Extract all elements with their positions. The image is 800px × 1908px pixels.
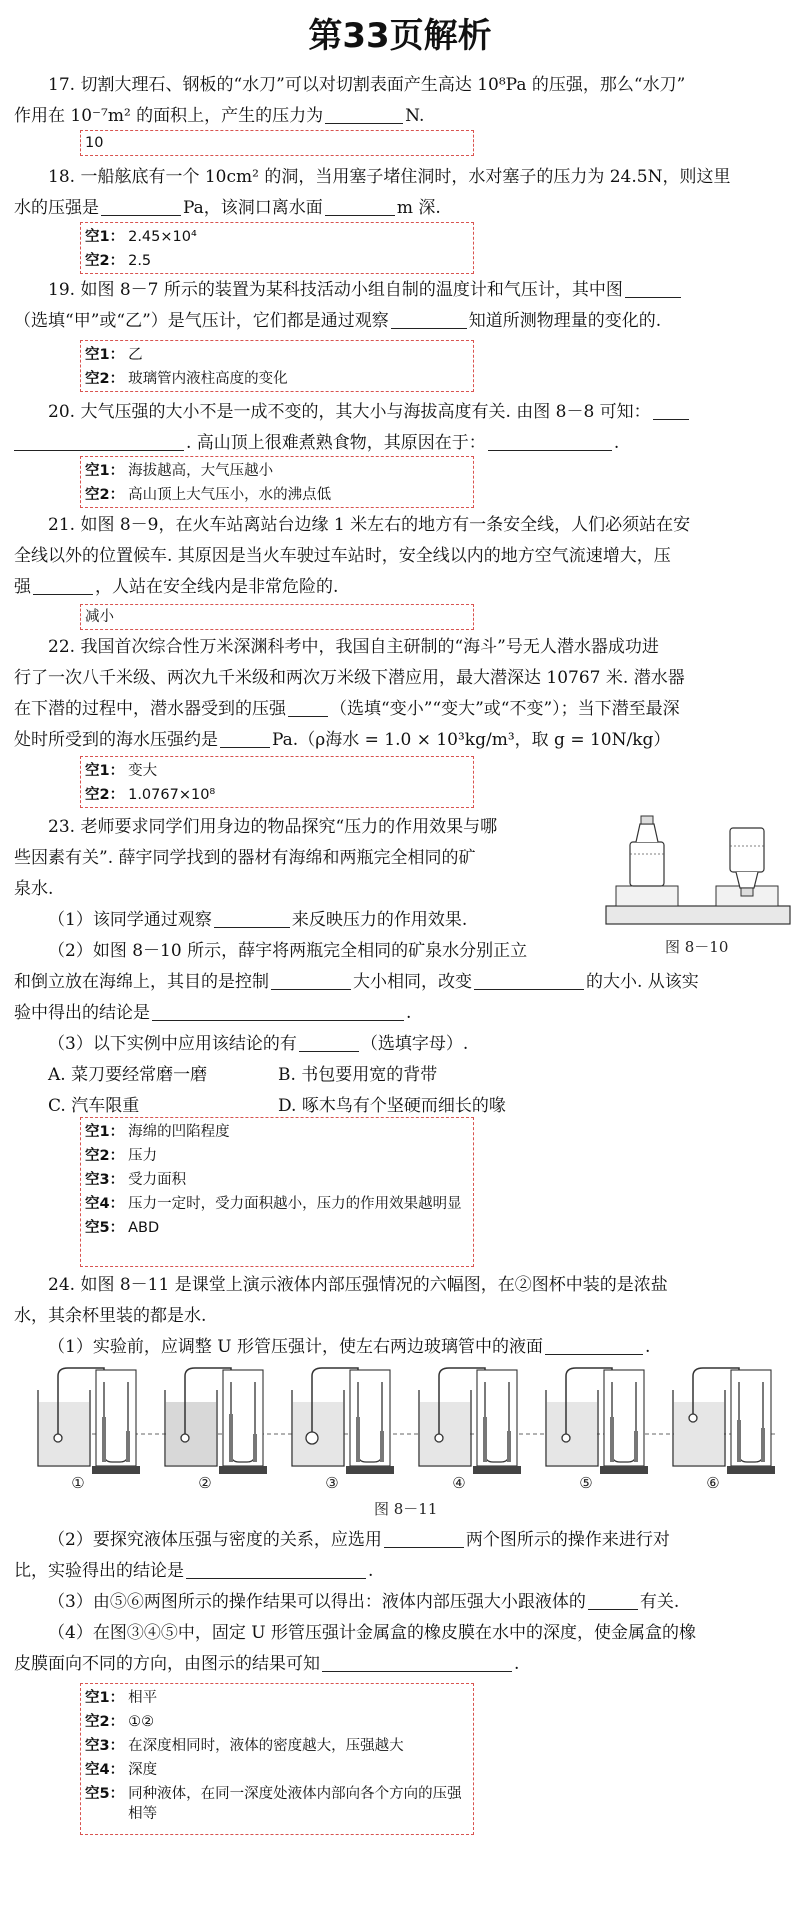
q23-answer-box bbox=[80, 1117, 474, 1267]
q17-unit: N. bbox=[405, 106, 425, 126]
u-tube-liquid-left bbox=[610, 1417, 614, 1462]
q20-label-1: 空1： bbox=[85, 463, 125, 479]
figure-8-10-caption: 图 8－10 bbox=[665, 938, 729, 956]
q21-line-2: 全线以外的位置候车. 其原因是当火车驶过车站时，安全线以内的地方空气流速增大，压 bbox=[14, 546, 671, 566]
q23-options bbox=[14, 1060, 784, 1122]
q20-text-a: 20. 大气压强的大小不是一成不变的，其大小与海拔高度有关. 由图 8－8 可知： bbox=[48, 402, 651, 422]
q18-text-c: Pa，该洞口离水面 bbox=[183, 198, 323, 218]
q23-answer-3: 受力面积 bbox=[128, 1172, 187, 1188]
q22-answer-box bbox=[80, 756, 474, 808]
q18-line-1: 18. 一船舷底有一个 10cm² 的洞，当用塞子堵住洞时，水对塞子的压力为 24.5N，则这里 bbox=[48, 167, 731, 187]
q20-answer-1: 海拔越高，大气压越小 bbox=[128, 463, 274, 479]
q23-line-1: 23. 老师要求同学们用身边的物品探究“压力的作用效果与哪 bbox=[48, 817, 498, 837]
q24-blank-3[interactable] bbox=[186, 1560, 366, 1579]
q19-answer-row-1 bbox=[85, 343, 469, 367]
q19-text-a: 19. 如图 8－7 所示的装置为某科技活动小组自制的温度计和气压计，其中图 bbox=[48, 280, 623, 300]
q24-answer-5: 同种液体，在同一深度处液体内部向各个方向的压强相等 bbox=[128, 1786, 462, 1822]
u-tube-liquid-left bbox=[229, 1414, 233, 1462]
q18-line-2 bbox=[14, 193, 784, 224]
q23-text-j: 验中得出的结论是 bbox=[14, 1003, 150, 1023]
q21-answer-box bbox=[80, 604, 474, 630]
q24-text-e: （2）要探究液体压强与密度的关系，应选用 bbox=[48, 1530, 382, 1550]
q23-answer-4: 压力一定时，受力面积越小，压力的作用效果越明显 bbox=[128, 1196, 462, 1212]
beaker-liquid bbox=[166, 1402, 216, 1465]
q23-option-b: B. 书包要用宽的背带 bbox=[278, 1065, 438, 1085]
q24-label-1: 空1： bbox=[85, 1690, 125, 1706]
question-20 bbox=[14, 397, 784, 459]
q19-answer-row-2 bbox=[85, 367, 469, 391]
table-base bbox=[606, 906, 790, 924]
q18-answer-row-2 bbox=[85, 249, 469, 273]
q21-line-1: 21. 如图 8－9，在火车站离站台边缘 1 米左右的地方有一条安全线，人们必须站在安 bbox=[48, 515, 691, 535]
q19-answer-box bbox=[80, 340, 474, 392]
q23-answer-row-4 bbox=[85, 1192, 469, 1216]
apparatus-4 bbox=[419, 1368, 521, 1492]
figure-label-6: ⑥ bbox=[706, 1474, 720, 1492]
q18-blank-1[interactable] bbox=[101, 197, 181, 216]
bottle-upright-neck bbox=[636, 824, 658, 842]
q19-label-1: 空1： bbox=[85, 347, 125, 363]
q18-label-1: 空1： bbox=[85, 229, 125, 245]
q22-text-f: Pa.（ρ海水 = 1.0 × 10³kg/m³，取 g = 10N/kg） bbox=[272, 730, 671, 750]
apparatus-1 bbox=[38, 1368, 140, 1492]
u-tube-liquid-right bbox=[253, 1434, 257, 1462]
metal-probe bbox=[435, 1434, 443, 1442]
q23-label-2: 空2： bbox=[85, 1148, 125, 1164]
q24-line-1: 24. 如图 8－11 是课堂上演示液体内部压强情况的六幅图，在②图杯中装的是浓盐 bbox=[48, 1275, 668, 1295]
u-tube-liquid-left bbox=[483, 1417, 487, 1462]
q19-text-c: 知道所测物理量的变化的. bbox=[468, 311, 662, 331]
q20-text-c: . bbox=[613, 433, 620, 453]
apparatus-2 bbox=[165, 1368, 267, 1492]
q18-answer-row-1 bbox=[85, 225, 469, 249]
q24-line-7: （4）在图③④⑤中，固定 U 形管压强计金属盒的橡皮膜在水中的深度，使金属盒的橡 bbox=[48, 1623, 696, 1643]
beaker-liquid bbox=[547, 1402, 597, 1465]
beaker-liquid bbox=[420, 1402, 470, 1465]
q23-option-a: A. 菜刀要经常磨一磨 bbox=[48, 1065, 208, 1085]
inverted-bottle-scene bbox=[716, 828, 778, 906]
q24-text-m: . bbox=[514, 1654, 520, 1674]
q20-answer-2: 高山顶上大气压小，水的沸点低 bbox=[128, 487, 332, 503]
manometer-base bbox=[727, 1466, 775, 1474]
q23-text-i: 的大小. 从该实 bbox=[586, 972, 699, 992]
q23-option-d: D. 啄木鸟有个坚硬而细长的喙 bbox=[278, 1096, 506, 1116]
u-tube-liquid-right bbox=[126, 1431, 130, 1462]
bottle-upright-cap bbox=[641, 816, 653, 824]
q24-text-h: . bbox=[368, 1561, 374, 1581]
q17-answer-row bbox=[85, 133, 469, 153]
q24-text-c: （1）实验前，应调整 U 形管压强计，使左右两边玻璃管中的液面 bbox=[48, 1337, 543, 1357]
q17-blank[interactable] bbox=[325, 105, 403, 124]
q24-text-j: 有关. bbox=[639, 1592, 680, 1612]
q17-text: 作用在 10⁻⁷m² 的面积上，产生的压力为 bbox=[14, 106, 324, 126]
sponge-left bbox=[616, 886, 678, 906]
q24-line-4 bbox=[14, 1525, 784, 1556]
q24-line-8 bbox=[14, 1649, 784, 1680]
q20-answer-box bbox=[80, 456, 474, 508]
q20-line-2 bbox=[14, 428, 784, 459]
q18-text-b: 水的压强是 bbox=[14, 198, 99, 218]
q23-blank-5[interactable] bbox=[299, 1033, 359, 1052]
figure-label-2: ② bbox=[198, 1474, 212, 1492]
q21-text-d: ，人站在安全线内是非常危险的. bbox=[95, 577, 339, 597]
metal-probe bbox=[181, 1434, 189, 1442]
q24-text-i: （3）由⑤⑥两图所示的操作结果可以得出：液体内部压强大小跟液体的 bbox=[48, 1592, 586, 1612]
beaker-liquid bbox=[39, 1402, 89, 1465]
u-tube-liquid-right bbox=[380, 1431, 384, 1462]
figure-8-11-caption: 图 8－11 bbox=[374, 1500, 438, 1518]
u-tube-liquid-right bbox=[761, 1428, 765, 1462]
q19-label-2: 空2： bbox=[85, 371, 125, 387]
q23-label-1: 空1： bbox=[85, 1124, 125, 1140]
q22-line-4 bbox=[14, 725, 784, 756]
q22-text-e: 处时所受到的海水压强约是 bbox=[14, 730, 218, 750]
q23-answer-2: 压力 bbox=[128, 1148, 158, 1164]
question-22 bbox=[14, 632, 784, 756]
apparatus-6 bbox=[673, 1368, 775, 1492]
q24-blank-1[interactable] bbox=[545, 1336, 643, 1355]
u-tube-liquid-left bbox=[737, 1420, 741, 1462]
q19-answer-2: 玻璃管内液柱高度的变化 bbox=[128, 371, 288, 387]
q22-answer-row-1 bbox=[85, 759, 469, 783]
u-tube-liquid-right bbox=[507, 1431, 511, 1462]
q24-line-6 bbox=[14, 1587, 784, 1618]
u-tube-liquid-left bbox=[102, 1417, 106, 1462]
q23-answer-row-5 bbox=[85, 1216, 469, 1240]
q18-answer-1: 2.45×10⁴ bbox=[128, 229, 197, 245]
apparatus-5 bbox=[546, 1368, 648, 1492]
question-17 bbox=[14, 70, 784, 132]
q24-answer-row-3 bbox=[85, 1734, 469, 1758]
apparatus-3 bbox=[292, 1368, 394, 1492]
q23-blank-1[interactable] bbox=[214, 909, 290, 928]
beaker-liquid bbox=[293, 1402, 343, 1465]
q24-label-4: 空4： bbox=[85, 1762, 125, 1778]
q18-answer-2: 2.5 bbox=[128, 253, 152, 269]
q19-blank-1[interactable] bbox=[625, 279, 681, 298]
q21-text-c: 强 bbox=[14, 577, 31, 597]
q23-answer-row-2 bbox=[85, 1144, 469, 1168]
q24-text-f: 两个图所示的操作来进行对 bbox=[465, 1530, 670, 1550]
q23-line-2: 些因素有关”. 薛宇同学找到的器材有海绵和两瓶完全相同的矿 bbox=[14, 848, 476, 868]
q21-answer: 减小 bbox=[85, 609, 114, 625]
q23-text-g: 和倒立放在海绵上，其目的是控制 bbox=[14, 972, 269, 992]
metal-probe bbox=[306, 1432, 318, 1444]
q22-blank-1[interactable] bbox=[288, 698, 328, 717]
q17-line-1: 17. 切割大理石、钢板的“水刀”可以对切割表面产生高达 10⁸Pa 的压强，那么“水刀” bbox=[48, 75, 686, 95]
q24-answer-row-4 bbox=[85, 1758, 469, 1782]
q24-answer-box bbox=[80, 1683, 474, 1835]
q21-line-3 bbox=[14, 572, 784, 603]
q18-blank-2[interactable] bbox=[325, 197, 395, 216]
q24-blank-2[interactable] bbox=[384, 1529, 464, 1548]
q19-answer-1: 乙 bbox=[128, 347, 143, 363]
q24-text-l: 皮膜面向不同的方向，由图示的结果可知 bbox=[14, 1654, 320, 1674]
upright-bottom-scene bbox=[616, 816, 678, 906]
q23-line-7 bbox=[14, 998, 784, 1029]
q24-answer-2: ①② bbox=[128, 1714, 155, 1730]
q18-label-2: 空2： bbox=[85, 253, 125, 269]
q24-answer-row-2 bbox=[85, 1710, 469, 1734]
q24-label-2: 空2： bbox=[85, 1714, 125, 1730]
q24-blank-4[interactable] bbox=[588, 1591, 638, 1610]
q22-text-c: 在下潜的过程中，潜水器受到的压强 bbox=[14, 699, 286, 719]
manometer-base bbox=[346, 1466, 394, 1474]
q19-text-b: （选填“甲”或“乙”）是气压计，它们都是通过观察 bbox=[14, 311, 389, 331]
manometer-base bbox=[219, 1466, 267, 1474]
q23-text-m: （选填字母）. bbox=[360, 1034, 469, 1054]
figure-label-3: ③ bbox=[325, 1474, 339, 1492]
q23-label-3: 空3： bbox=[85, 1172, 125, 1188]
figure-8-10 bbox=[600, 806, 796, 936]
q17-answer: 10 bbox=[85, 135, 104, 151]
q19-line-1 bbox=[14, 275, 784, 306]
q19-line-2 bbox=[14, 306, 784, 337]
metal-probe bbox=[54, 1434, 62, 1442]
q23-line-8 bbox=[14, 1029, 784, 1060]
q22-answer-2: 1.0767×10⁸ bbox=[128, 787, 216, 803]
u-tube-liquid-right bbox=[634, 1431, 638, 1462]
q18-text-d: m 深. bbox=[396, 198, 441, 218]
question-23-body bbox=[14, 967, 784, 1122]
q22-label-2: 空2： bbox=[85, 787, 125, 803]
q23-blank-4[interactable] bbox=[152, 1002, 404, 1021]
q20-blank-1a[interactable] bbox=[653, 401, 689, 420]
q23-label-5: 空5： bbox=[85, 1220, 125, 1236]
q23-line-4 bbox=[14, 905, 604, 936]
q24-blank-5[interactable] bbox=[322, 1653, 512, 1672]
q24-line-3 bbox=[14, 1332, 784, 1363]
bottle-inverted-cap bbox=[741, 888, 753, 896]
bottle-inverted bbox=[730, 828, 764, 872]
figure-label-4: ④ bbox=[452, 1474, 466, 1492]
q24-label-5: 空5： bbox=[85, 1786, 125, 1802]
q24-label-3: 空3： bbox=[85, 1738, 125, 1754]
q20-answer-row-1 bbox=[85, 459, 469, 483]
q19-blank-2[interactable] bbox=[391, 310, 467, 329]
q24-answer-3: 在深度相同时，液体的密度越大，压强越大 bbox=[128, 1738, 404, 1754]
metal-probe bbox=[689, 1414, 697, 1422]
question-23-intro bbox=[14, 812, 604, 967]
q24-line-2: 水，其余杯里装的都是水. bbox=[14, 1306, 207, 1326]
q24-answer-4: 深度 bbox=[128, 1762, 158, 1778]
q17-answer-box bbox=[80, 130, 474, 156]
q23-text-k: . bbox=[406, 1003, 412, 1023]
q22-answer-row-2 bbox=[85, 783, 469, 807]
q23-text-d: （1）该同学通过观察 bbox=[48, 910, 212, 930]
question-24-body bbox=[14, 1525, 784, 1680]
q20-blank-1b[interactable] bbox=[14, 432, 184, 451]
q22-answer-1: 变大 bbox=[128, 763, 158, 779]
q23-answer-1: 海绵的凹陷程度 bbox=[128, 1124, 230, 1140]
q20-blank-2[interactable] bbox=[488, 432, 612, 451]
q20-answer-row-2 bbox=[85, 483, 469, 507]
q23-label-4: 空4： bbox=[85, 1196, 125, 1212]
q22-line-2: 行了一次八千米级、两次九千米级和两次万米级下潜应用，最大潜深达 10767 米. 潜水器 bbox=[14, 668, 685, 688]
q23-text-h: 大小相同，改变 bbox=[353, 972, 472, 992]
question-18 bbox=[14, 162, 784, 224]
q24-text-d: . bbox=[644, 1337, 651, 1357]
q23-blank-3[interactable] bbox=[474, 971, 584, 990]
q20-line-1 bbox=[14, 397, 784, 428]
figure-label-1: ① bbox=[71, 1474, 85, 1492]
q23-text-l: （3）以下实例中应用该结论的有 bbox=[48, 1034, 297, 1054]
q23-text-e: 来反映压力的作用效果. bbox=[291, 910, 468, 930]
q22-line-3 bbox=[14, 694, 784, 725]
q24-answer-1: 相平 bbox=[128, 1690, 158, 1706]
q23-line-5: （2）如图 8－10 所示，薛宇将两瓶完全相同的矿泉水分别正立 bbox=[48, 941, 528, 961]
manometer-base bbox=[92, 1466, 140, 1474]
q18-answer-box bbox=[80, 222, 474, 274]
question-21 bbox=[14, 510, 784, 603]
figure-label-5: ⑤ bbox=[579, 1474, 593, 1492]
bottle-upright bbox=[630, 842, 664, 886]
q24-answer-row-1 bbox=[85, 1686, 469, 1710]
q23-line-6 bbox=[14, 967, 784, 998]
q22-text-d: （选填“变小”“变大”或“不变”）；当下潜至最深 bbox=[330, 699, 680, 719]
q23-answer-row-1 bbox=[85, 1120, 469, 1144]
q21-answer-row bbox=[85, 607, 469, 627]
manometer-base bbox=[600, 1466, 648, 1474]
q22-line-1: 22. 我国首次综合性万米深渊科考中，我国自主研制的“海斗”号无人潜水器成功进 bbox=[48, 637, 659, 657]
q20-label-2: 空2： bbox=[85, 487, 125, 503]
q20-text-b: . 高山顶上很难煮熟食物，其原因在于： bbox=[186, 433, 486, 453]
figure-8-11 bbox=[30, 1362, 790, 1492]
q23-blank-2[interactable] bbox=[271, 971, 351, 990]
q22-blank-2[interactable] bbox=[220, 729, 270, 748]
q23-answer-5: ABD bbox=[128, 1220, 160, 1236]
q23-option-c: C. 汽车限重 bbox=[48, 1096, 140, 1116]
q22-label-1: 空1： bbox=[85, 763, 125, 779]
metal-probe bbox=[562, 1434, 570, 1442]
q23-line-3: 泉水. bbox=[14, 879, 54, 899]
u-tube-liquid-left bbox=[356, 1417, 360, 1462]
q21-blank[interactable] bbox=[33, 576, 93, 595]
bottle-inverted-neck bbox=[736, 872, 758, 888]
question-19 bbox=[14, 275, 784, 337]
beaker-liquid bbox=[674, 1402, 724, 1465]
q24-text-g: 比，实验得出的结论是 bbox=[14, 1561, 184, 1581]
manometer-base bbox=[473, 1466, 521, 1474]
question-24-intro bbox=[14, 1270, 784, 1363]
q24-answer-row-5 bbox=[85, 1782, 469, 1824]
q23-answer-row-3 bbox=[85, 1168, 469, 1192]
q24-line-5 bbox=[14, 1556, 784, 1587]
page-title: 第33页解析 bbox=[308, 16, 492, 56]
q17-line-2 bbox=[14, 101, 784, 132]
